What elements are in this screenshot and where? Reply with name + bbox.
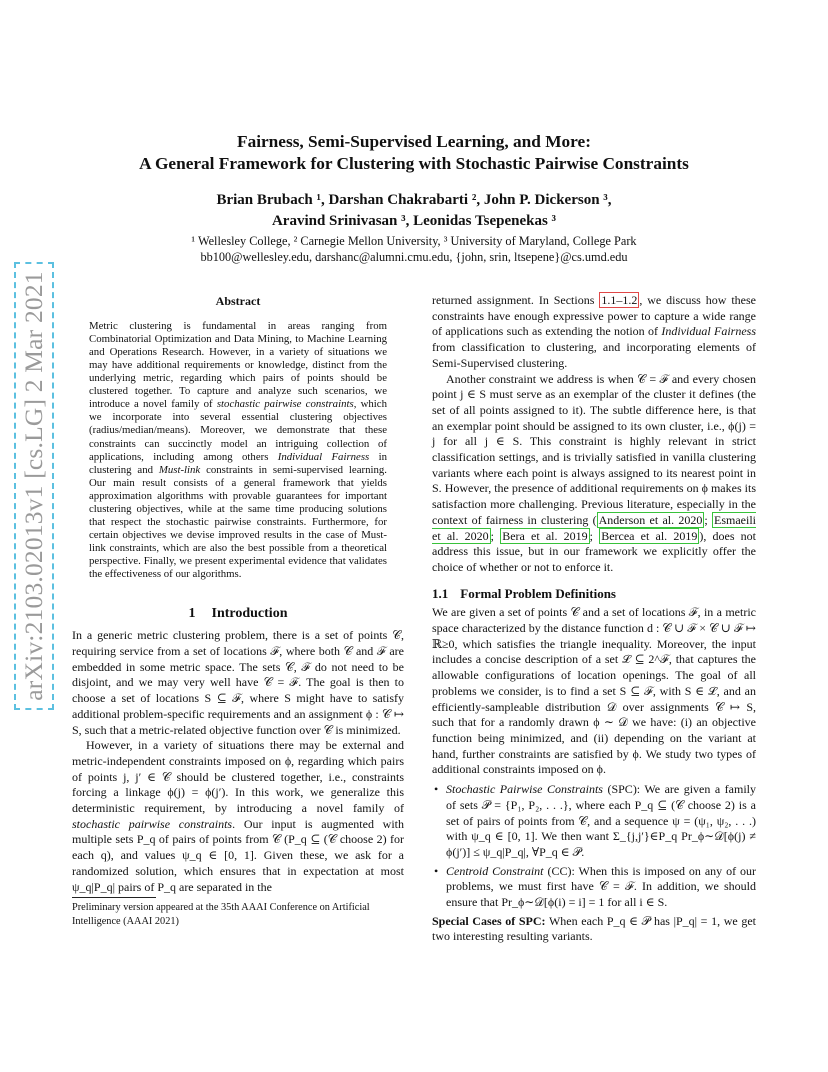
text-part: ), does not address this issue, but in our framework we explicitly offer the choice of whether or not to enforce it. [432,528,756,574]
footnote-rule [72,897,156,898]
list-item-spc [446,782,756,861]
intro-paragraph-1: In a generic metric clustering problem, there is a set of points 𝒞, requiring service from a set of locations ℱ, where both 𝒞 and ℱ are embedded in some metric space. The sets 𝒞, ℱ do not need to be disjoint, and we may very well have 𝒞 = ℱ. The goal is then to choose a set of locations S ⊆ ℱ, where S might have to satisfy additional problem-specific requirements and an assignment ϕ : 𝒞 ↦ S, such that a metric-related objective function over 𝒞 is minimized. [72,628,404,737]
constraint-list [432,782,756,911]
title-line-2: A General Framework for Clustering with Stochastic Pairwise Constraints [139,154,689,173]
abstract-text-part: constraints in semi-supervised learning. Our main result consists of a general framework that yields approximation algorithms with provable guarantees for important clustering objectives, while at the same time producing solutions that respect the stochastic pairwise constraints. Furthermore, for certain objectives we devise improved results in the case of Must-link constraints, which are also the best possible from a theoretical perspective. Finally, we present experimental evidence that validates the effectiveness of our algorithms. [89,463,387,581]
affiliations-block [80,234,748,265]
arxiv-identifier: arXiv:2103.02013v1 [cs.LG] 2 Mar 2021 [19,271,48,701]
text-part: When each P_q ∈ 𝒫 has |P_q| = 1, we get two interesting resulting variants. [432,913,756,944]
subsection-number: 1.1 [432,585,449,601]
list-item-cc [446,864,756,911]
intro-text-part: However, in a variety of situations there may be external and metric-independent constraints imposed on ϕ, regarding which pairs of points j, j′ ∈ 𝒞 should be clustered together, i.e., constraints forcing a linkage ϕ(j) = ϕ(j′). In this work, we generalize this deterministic requirement, by introducing a novel family of [72,738,404,816]
citation-link[interactable]: Bera et al. 2019 [502,528,588,543]
list-item-text: (SPC): We are given a family of sets 𝒫 = {P₁, P₂, . . .}, where each P_q ⊆ (𝒞 choose 2) is a set of pairs of points from 𝒞, and a sequence ψ = (ψ₁, ψ₂, . . .) with ψ_q ∈ [0, 1]. We then want Σ_{j,j′}∈P_q Pr_ϕ∼𝒟[ϕ(j) ≠ ϕ(j′)] ≤ ψ_q|P_q|, ∀P_q ∈ 𝒫. [446,782,756,859]
list-item-term: Centroid Constraint [446,863,544,878]
intro-paragraph-2 [72,738,404,895]
right-paragraph-2: Another constraint we address is when 𝒞 = ℱ and every chosen point j ∈ S must serve as an exemplar of the cluster it defines (the set of all points assigned to it). The subtle difference here, is that an exemplar point should be assigned to its own cluster, i.e., ϕ(j) = j for all j ∈ S. This constraint is highly relevant in strict classification settings, and is trivially satisfied in vanilla clustering variants where each point is always assigned to its nearest point in S. However, the presence of additional requirements on ϕ makes its satisfaction more challenging. Previous literature, especially in the context of fairness in clustering ( Anderson et al. 2020 ; Esmaeili et al. 2020 ; Bera et al. 2019 ; Bercea et al. 2019 ), does not address this issue, but in our framework we explicitly offer the choice of whether or not to enforce it. [432,371,756,574]
affiliations: ¹ Wellesley College, ² Carnegie Mellon University, ³ University of Maryland, College Park [191,234,637,248]
citation-link[interactable]: Bercea et al. 2019 [601,528,698,543]
title-line-1: Fairness, Semi-Supervised Learning, and More: [237,132,591,151]
emphasis: Individual Fairness [661,324,756,339]
footnote: Preliminary version appeared at the 35th AAAI Conference on Artificial Intelligence (AAAI 2021) [72,902,370,927]
section-reference-link[interactable]: 1.1–1.2 [601,293,638,307]
right-column [432,293,756,945]
definitions-paragraph: We are given a set of points 𝒞 and a set of locations ℱ, in a metric space characterized by the distance function d : 𝒞 ∪ ℱ × 𝒞 ∪ ℱ ↦ ℝ≥0, which satisfies the triangle inequality. Moreover, the input includes a concise description of a set ℒ ⊆ 2^ℱ, that captures the allowable configurations of location openings. The goal of all problems we consider, is to find a set S ⊆ ℱ, with S ∈ ℒ, and an efficiently-sampleable distribution 𝒟 over assignments 𝒞 ↦ S, such that for a randomly drawn ϕ ∼ 𝒟 we have: (i) an objective function being minimized, and (ii) depending on the variant at hand, further constraints are satisfied by ϕ. We study two types of additional constraints imposed on ϕ. [432,605,756,777]
author-emails: bb100@wellesley.edu, darshanc@alumni.cmu.edu, {john, srin, ltsepene}@cs.umd.edu [200,249,628,264]
list-item-text: (CC): When this is imposed on any of our problems, we must first have 𝒞 = ℱ. In addition, we should ensure that Pr_ϕ∼𝒟[ϕ(i) = i] = 1 for all i ∈ S. [446,863,757,910]
left-column [72,294,404,895]
section-title: Introduction [211,605,288,621]
abstract-text-part: in clustering and [89,450,387,476]
paper-title [80,131,748,175]
special-cases-paragraph [432,914,756,945]
authors-line-2: Aravind Srinivasan ³, Leonidas Tsepenekas ³ [271,213,557,229]
paragraph-lead: Special Cases of SPC: [432,913,546,928]
abstract-emphasis: stochastic pairwise constraints [216,398,354,411]
author-list [80,190,748,232]
abstract-text-part: Metric clustering is fundamental in areas ranging from Combinatorial Optimization and Data Mining, to Machine Learning and Operations Research. However, in a variety of situations we may have additional requirements or knowledge, distinct from the underlying metric, regarding which pairs of points should be clustered together. To capture and analyze such scenarios, we introduce a novel family of [89,319,387,411]
text-part: returned assignment. In Sections [432,293,600,307]
text-part: Another constraint we address is when 𝒞 = ℱ and every chosen point j ∈ S must serve as an exemplar of the cluster it defines (the set of all points assigned to it). The subtle difference here, is that an exemplar point should be assigned to its own cluster, i.e., ϕ(j) = j for all j ∈ S. This constraint is highly relevant in strict classification settings, and is trivially satisfied in vanilla clustering variants where each point is always assigned to its nearest point in S. However, the presence of additional requirements on ϕ makes its satisfaction more challenging. Previous literature, especially in the context of fairness in clustering ( [432,371,756,527]
authors-line-1: Brian Brubach ¹, Darshan Chakrabarti ², John P. Dickerson ³, [216,192,612,208]
abstract-text [89,320,387,582]
abstract-emphasis: Individual Fairness [277,450,370,463]
right-paragraph-1 [432,293,756,372]
subsection-heading [432,586,756,602]
intro-text-part: . Our input is augmented with multiple sets P_q of pairs of points from 𝒞 (P_q ⊆ (𝒞 choose 2) for each q), and values ψ_q ∈ [0, 1]. Given these, we ask for a randomized solution, which ensures that in expectation at most ψ_q|P_q| pairs of P_q are separated in the [72,816,404,894]
text-part: , we discuss how these constraints have enough expressive power to capture a wide range of applications such as extending the notion of [432,293,756,339]
citation-link[interactable]: Esmaeili et al. 2020 [432,512,756,543]
citation-link[interactable]: Anderson et al. 2020 [598,512,703,527]
text-part: from classification to clustering, and incorporating elements of Semi-Supervised clustering. [432,340,756,370]
abstract-heading: Abstract [215,294,261,308]
abstract-text-part: , which we incorporate into several essential clustering objectives (radius/median/means). Moreover, we demonstrate that these constraints can succinctly model an intriguing collection of applications, including among others [89,398,387,463]
abstract-emphasis: Must-link [158,463,201,476]
intro-emphasis: stochastic pairwise constraints [72,816,233,831]
subsection-title: Formal Problem Definitions [460,585,616,601]
section-heading-introduction [72,606,404,622]
list-item-term: Stochastic Pairwise Constraints [446,782,603,797]
section-number: 1 [188,605,196,621]
